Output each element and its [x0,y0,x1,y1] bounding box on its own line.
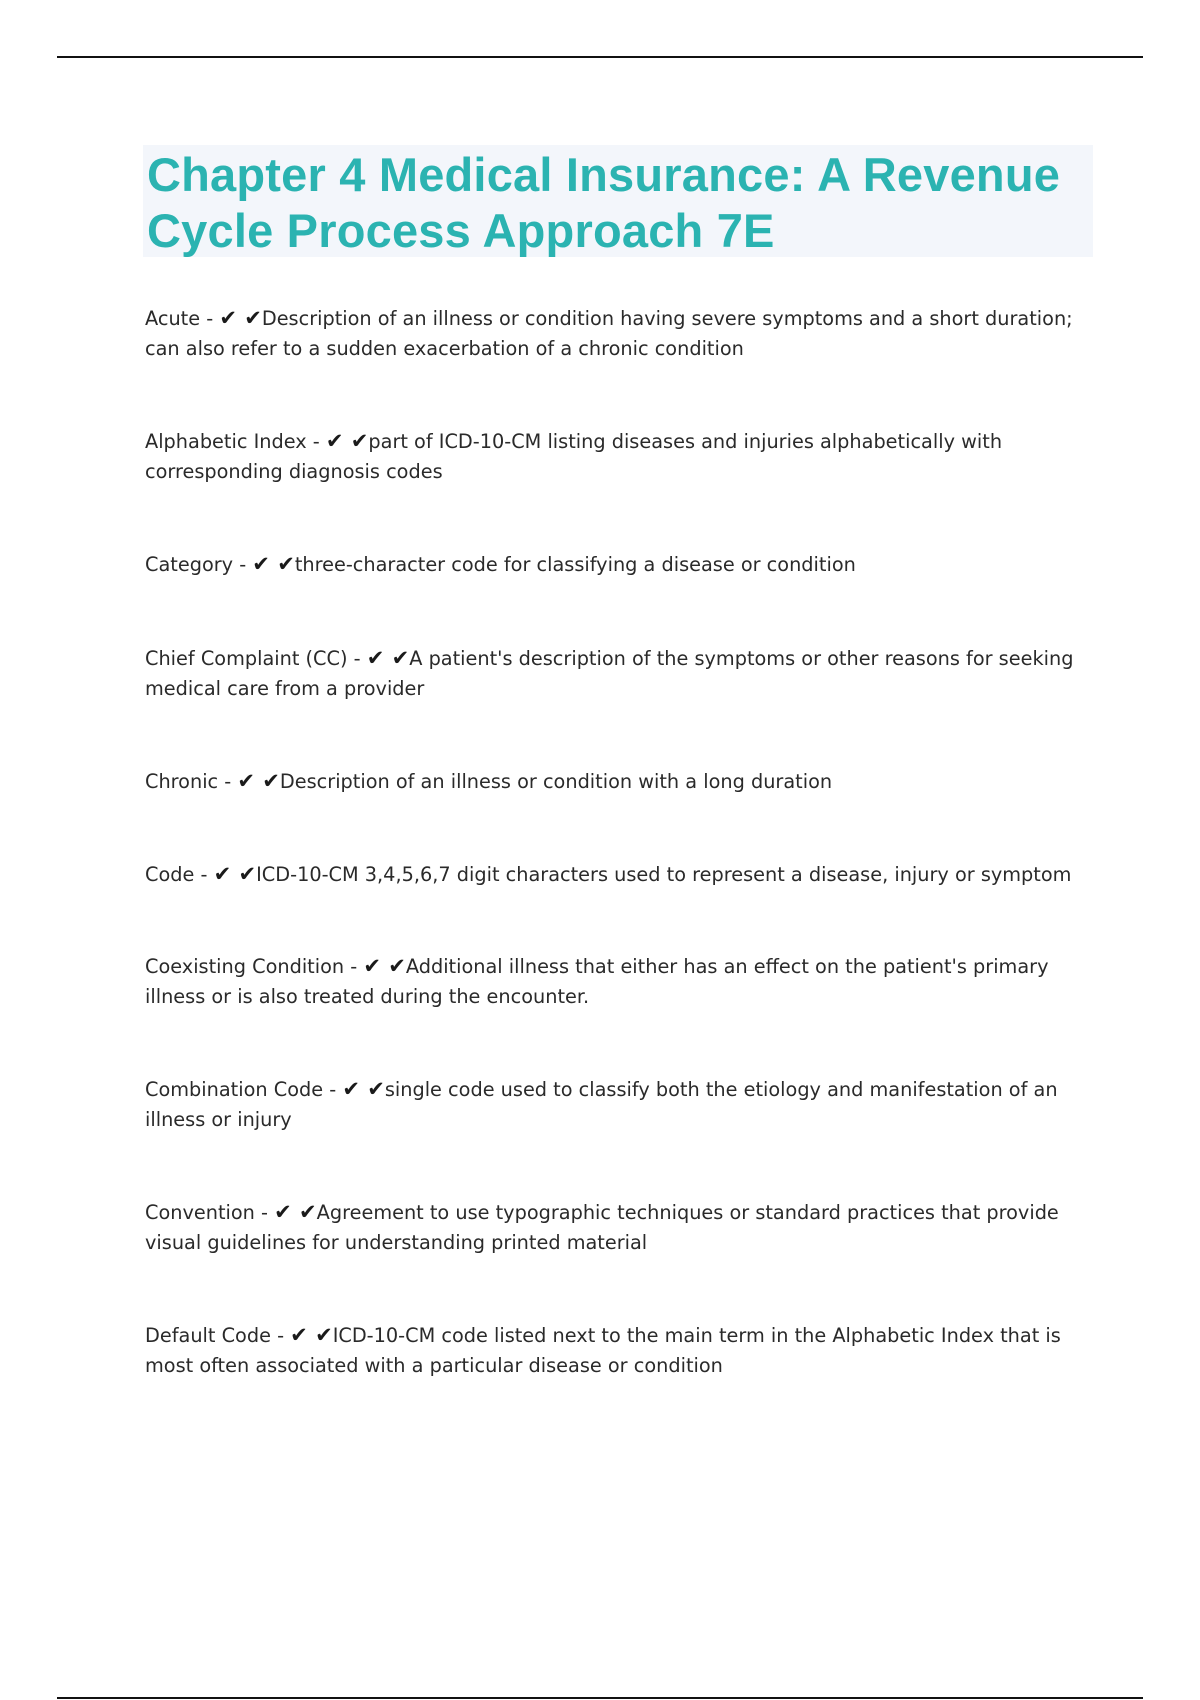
bottom-rule [57,1697,1143,1699]
double-check-icon: ✔ ✔ [213,862,257,886]
entry-term: Code [145,863,195,886]
entry-separator: - [306,430,326,453]
glossary-entry [145,1197,1085,1258]
entry-term: Chief Complaint (CC) [145,647,348,670]
entry-term: Chronic [145,770,219,793]
glossary-entry [145,426,1085,487]
double-check-icon: ✔ ✔ [290,1323,333,1347]
entry-definition: Additional illness that either has an effect on the patient's primary illness or is also treated during the encounter. [145,955,1049,1008]
top-rule [57,56,1143,58]
entry-separator: - [200,307,220,330]
entry-term: Coexisting Condition [145,955,345,978]
entry-definition: ICD-10-CM code listed next to the main term in the Alphabetic Index that is most often associated with a particular disease or condition [145,1324,1061,1377]
double-check-icon: ✔ ✔ [274,1200,317,1224]
entry-term: Acute [145,307,201,330]
page-title: Chapter 4 Medical Insurance: A Revenue Cycle Process Approach 7E [147,148,1061,257]
glossary-entry [145,1320,1085,1381]
entry-separator: - [218,770,238,793]
entry-definition: Description of an illness or condition with a long duration [279,770,833,793]
glossary-entry [145,1074,1085,1135]
double-check-icon: ✔ ✔ [237,769,280,793]
double-check-icon: ✔ ✔ [342,1077,385,1101]
entry-separator: - [347,647,367,670]
glossary-entry [145,549,856,580]
entry-definition: single code used to classify both the etiology and manifestation of an illness or injury [145,1078,1058,1131]
entry-definition: three-character code for classifying a disease or condition [294,553,856,576]
entry-separator: - [233,553,253,576]
entry-separator: - [270,1324,291,1347]
entry-separator: - [194,863,214,886]
entry-definition: ICD-10-CM 3,4,5,6,7 digit characters used to represent a disease, injury or symptom [256,863,1072,886]
entry-separator: - [254,1201,275,1224]
double-check-icon: ✔ ✔ [366,646,410,670]
entry-term: Category [145,553,234,576]
double-check-icon: ✔ ✔ [363,954,406,978]
glossary-entry [145,303,1085,364]
entry-term: Convention [145,1201,255,1224]
entry-separator: - [323,1078,343,1101]
glossary-entry [145,951,1085,1012]
entry-term: Default Code [145,1324,271,1347]
double-check-icon: ✔ ✔ [252,552,295,576]
glossary-entry [145,859,1071,890]
entry-definition: part of ICD-10-CM listing diseases and injuries alphabetically with corresponding diagnosis codes [145,430,1003,483]
entry-definition: Description of an illness or condition having severe symptoms and a short duration; can also refer to a sudden exacerbation of a chronic condition [145,307,1073,360]
glossary-entry [145,643,1085,704]
double-check-icon: ✔ ✔ [219,306,262,330]
entry-separator: - [344,955,364,978]
entry-definition: Agreement to use typographic techniques or standard practices that provide visual guidelines for understanding printed material [145,1201,1059,1254]
double-check-icon: ✔ ✔ [325,429,369,453]
title-banner [143,145,1093,257]
entry-term: Alphabetic Index [145,430,307,453]
glossary-entry [145,766,832,797]
entry-term: Combination Code [145,1078,324,1101]
entry-definition: A patient's description of the symptoms or other reasons for seeking medical care from a provider [145,647,1074,700]
